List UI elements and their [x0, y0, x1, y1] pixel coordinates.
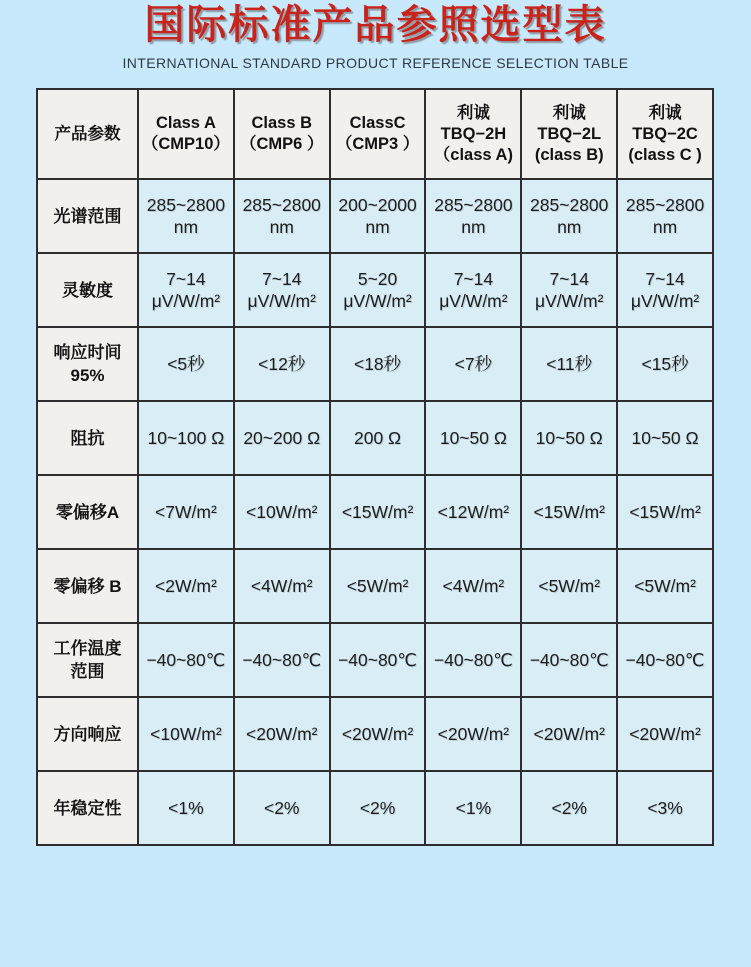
- cell-text-line: 7~14: [166, 269, 206, 289]
- row-label: [37, 401, 138, 475]
- cell-text-line: <12W/m²: [437, 502, 510, 522]
- cell-text-line: ClassC: [349, 114, 406, 132]
- cell-text-line: <20W/m²: [246, 724, 318, 744]
- table-cell: [234, 549, 330, 623]
- table-cell: [234, 697, 330, 771]
- cell-text-line: μV/W/m²: [535, 291, 604, 311]
- cell-text-line: −40~80℃: [242, 650, 322, 670]
- cell-text-line: <15W/m²: [629, 502, 701, 522]
- cell-text-line: 285~2800: [625, 195, 705, 215]
- cell-text-line: <5秒: [167, 354, 205, 374]
- cell-text-line: <4W/m²: [442, 576, 505, 596]
- table-cell: [138, 253, 234, 327]
- table-cell: [425, 401, 521, 475]
- table-cell: [330, 475, 426, 549]
- table-cell: [234, 623, 330, 697]
- cell-text-line: 利诚: [648, 103, 682, 122]
- table-cell: [617, 253, 713, 327]
- cell-text-line: <11秒: [546, 354, 593, 374]
- table-cell: [425, 623, 521, 697]
- cell-text-line: nm: [269, 217, 294, 237]
- cell-text-line: <20W/m²: [533, 724, 605, 744]
- table-cell: [425, 549, 521, 623]
- cell-text-line: （class A): [433, 145, 513, 164]
- table-cell: [234, 401, 330, 475]
- table-cell: [425, 697, 521, 771]
- table-cell: [521, 697, 617, 771]
- cell-text-line: <2%: [551, 798, 587, 818]
- cell-text-line: −40~80℃: [529, 650, 609, 670]
- cell-text-line: 工作温度: [53, 639, 122, 658]
- table-cell: [521, 327, 617, 401]
- page-title: 国际标准产品参照选型表: [144, 3, 607, 47]
- page-subtitle: INTERNATIONAL STANDARD PRODUCT REFERENCE SELECTION TABLE: [122, 55, 629, 71]
- cell-text-line: 阻抗: [70, 428, 105, 448]
- table-cell: [617, 771, 713, 845]
- column-header-3: [330, 89, 426, 179]
- cell-text-line: 10~50 Ω: [535, 428, 603, 448]
- cell-text-line: Class B: [251, 114, 312, 132]
- cell-text-line: 零偏移 B: [53, 576, 122, 596]
- cell-text-line: 利诚: [552, 103, 586, 122]
- cell-text-line: μV/W/m²: [630, 291, 700, 311]
- cell-text-line: 200~2000: [338, 195, 417, 215]
- table-cell: [138, 475, 234, 549]
- cell-text-line: <20W/m²: [341, 724, 414, 744]
- table-cell: [521, 771, 617, 845]
- cell-text-line: 光谱范围: [53, 206, 122, 226]
- table-cell: [425, 475, 521, 549]
- cell-text-line: 10~50 Ω: [631, 428, 699, 448]
- cell-text-line: <2%: [263, 798, 300, 818]
- table-body: [37, 179, 713, 845]
- table-cell: [425, 327, 521, 401]
- table-row: [37, 179, 713, 253]
- table-cell: [234, 771, 330, 845]
- table-cell: [330, 401, 426, 475]
- cell-text-line: TBQ−2H: [440, 124, 507, 143]
- cell-text-line: <2%: [359, 798, 396, 818]
- cell-text-line: nm: [365, 217, 390, 237]
- column-header-5: [521, 89, 617, 179]
- table-cell: [234, 253, 330, 327]
- cell-text-line: −40~80℃: [338, 650, 418, 670]
- cell-text-line: <15W/m²: [533, 502, 605, 522]
- column-header-4: [425, 89, 521, 179]
- cell-text-line: <7W/m²: [155, 502, 217, 522]
- cell-text-line: <1%: [168, 798, 204, 818]
- table-cell: [138, 401, 234, 475]
- cell-text-line: −40~80℃: [625, 650, 705, 670]
- table-cell: [521, 179, 617, 253]
- table-cell: [617, 475, 713, 549]
- table-cell: [617, 179, 713, 253]
- column-header-parameter: [37, 89, 138, 179]
- table-cell: [138, 623, 234, 697]
- cell-text-line: μV/W/m²: [247, 291, 316, 311]
- table-cell: [521, 475, 617, 549]
- table-row: [37, 475, 713, 549]
- cell-text-line: <10W/m²: [246, 502, 318, 522]
- cell-text-line: <12秒: [258, 354, 306, 374]
- table-cell: [330, 327, 426, 401]
- table-cell: [617, 327, 713, 401]
- cell-text-line: 响应时间: [53, 343, 122, 362]
- table-cell: [521, 623, 617, 697]
- cell-text-line: <2W/m²: [155, 576, 217, 596]
- cell-text-line: 利诚: [456, 103, 490, 122]
- cell-text-line: 10~50 Ω: [439, 428, 507, 448]
- cell-text-line: 7~14: [645, 269, 685, 289]
- cell-text-line: 7~14: [453, 269, 494, 289]
- table-row: [37, 697, 713, 771]
- cell-text-line: 200 Ω: [353, 428, 402, 448]
- cell-text-line: 零偏移A: [55, 502, 120, 522]
- table-cell: [234, 475, 330, 549]
- table-cell: [138, 771, 234, 845]
- cell-text-line: 7~14: [549, 269, 589, 289]
- cell-text-line: 7~14: [262, 269, 302, 289]
- cell-text-line: Class A: [155, 114, 216, 132]
- cell-text-line: <18秒: [353, 354, 402, 374]
- table-cell: [234, 327, 330, 401]
- cell-text-line: TBQ−2L: [537, 124, 602, 143]
- cell-text-line: （CMP3 ）: [335, 135, 420, 153]
- row-label: [37, 327, 138, 401]
- cell-text-line: 285~2800: [434, 195, 513, 215]
- table-header-row: [37, 89, 713, 179]
- table-cell: [138, 179, 234, 253]
- cell-text-line: 10~100 Ω: [147, 428, 225, 448]
- row-label: [37, 771, 138, 845]
- cell-text-line: −40~80℃: [146, 650, 226, 670]
- row-label: [37, 697, 138, 771]
- cell-text-line: <20W/m²: [437, 724, 510, 744]
- cell-text-line: 范围: [70, 662, 105, 681]
- row-label: [37, 253, 138, 327]
- cell-text-line: (class B): [534, 145, 604, 164]
- table-cell: [330, 697, 426, 771]
- cell-text-line: <5W/m²: [634, 576, 696, 596]
- row-label: [37, 623, 138, 697]
- row-label: [37, 475, 138, 549]
- cell-text-line: 285~2800: [530, 195, 609, 215]
- cell-text-line: <1%: [455, 798, 492, 818]
- table-cell: [138, 697, 234, 771]
- cell-text-line: μV/W/m²: [151, 291, 221, 311]
- table-cell: [425, 771, 521, 845]
- cell-text-line: TBQ−2C: [632, 124, 698, 143]
- cell-text-line: <3%: [647, 798, 683, 818]
- cell-text-line: nm: [461, 217, 486, 237]
- cell-text-line: 285~2800: [242, 195, 321, 215]
- table-row: [37, 327, 713, 401]
- table-cell: [617, 697, 713, 771]
- table-cell: [330, 623, 426, 697]
- cell-text-line: 年稳定性: [53, 798, 122, 818]
- cell-text-line: 灵敏度: [62, 280, 113, 300]
- cell-text-line: <5W/m²: [538, 576, 601, 596]
- cell-text-line: μV/W/m²: [439, 291, 508, 311]
- table-cell: [234, 179, 330, 253]
- column-header-6: [617, 89, 713, 179]
- column-header-2: [234, 89, 330, 179]
- table-row: [37, 623, 713, 697]
- table-cell: [521, 401, 617, 475]
- cell-text-line: −40~80℃: [433, 650, 513, 670]
- cell-text-line: <15秒: [641, 354, 689, 374]
- table-cell: [138, 327, 234, 401]
- cell-text-line: (class C ): [628, 145, 702, 164]
- cell-text-line: （CMP10）: [141, 135, 230, 153]
- row-label: [37, 549, 138, 623]
- table-row: [37, 401, 713, 475]
- product-comparison-table: [36, 88, 714, 846]
- table-cell: [521, 549, 617, 623]
- table-cell: [330, 771, 426, 845]
- cell-text-line: μV/W/m²: [343, 291, 412, 311]
- row-label: [37, 179, 138, 253]
- cell-text-line: 20~200 Ω: [243, 428, 321, 448]
- cell-text-line: 95%: [70, 366, 105, 385]
- column-header-1: [138, 89, 234, 179]
- table-cell: [425, 253, 521, 327]
- cell-text-line: nm: [557, 217, 582, 237]
- cell-text-line: 方向响应: [53, 724, 122, 744]
- cell-text-line: <7秒: [454, 354, 493, 374]
- table-row: [37, 771, 713, 845]
- table-row: [37, 549, 713, 623]
- table-cell: [521, 253, 617, 327]
- table-cell: [330, 179, 426, 253]
- cell-text-line: （CMP6 ）: [240, 135, 324, 153]
- cell-text-line: <4W/m²: [250, 576, 313, 596]
- cell-text-line: 285~2800: [146, 195, 226, 215]
- cell-text-line: <5W/m²: [346, 576, 409, 596]
- table-cell: [425, 179, 521, 253]
- cell-text-line: 5~20: [357, 269, 398, 289]
- table-row: [37, 253, 713, 327]
- table-cell: [617, 549, 713, 623]
- cell-text-line: <10W/m²: [150, 724, 222, 744]
- table-cell: [617, 401, 713, 475]
- table-cell: [617, 623, 713, 697]
- table-cell: [330, 253, 426, 327]
- cell-text-line: nm: [173, 217, 199, 237]
- cell-text-line: <20W/m²: [629, 724, 701, 744]
- cell-text-line: 产品参数: [54, 124, 121, 143]
- cell-text-line: nm: [652, 217, 678, 237]
- cell-text-line: <15W/m²: [341, 502, 414, 522]
- table-head: [37, 89, 713, 179]
- table-cell: [330, 549, 426, 623]
- page-header: [0, 0, 751, 71]
- table-cell: [138, 549, 234, 623]
